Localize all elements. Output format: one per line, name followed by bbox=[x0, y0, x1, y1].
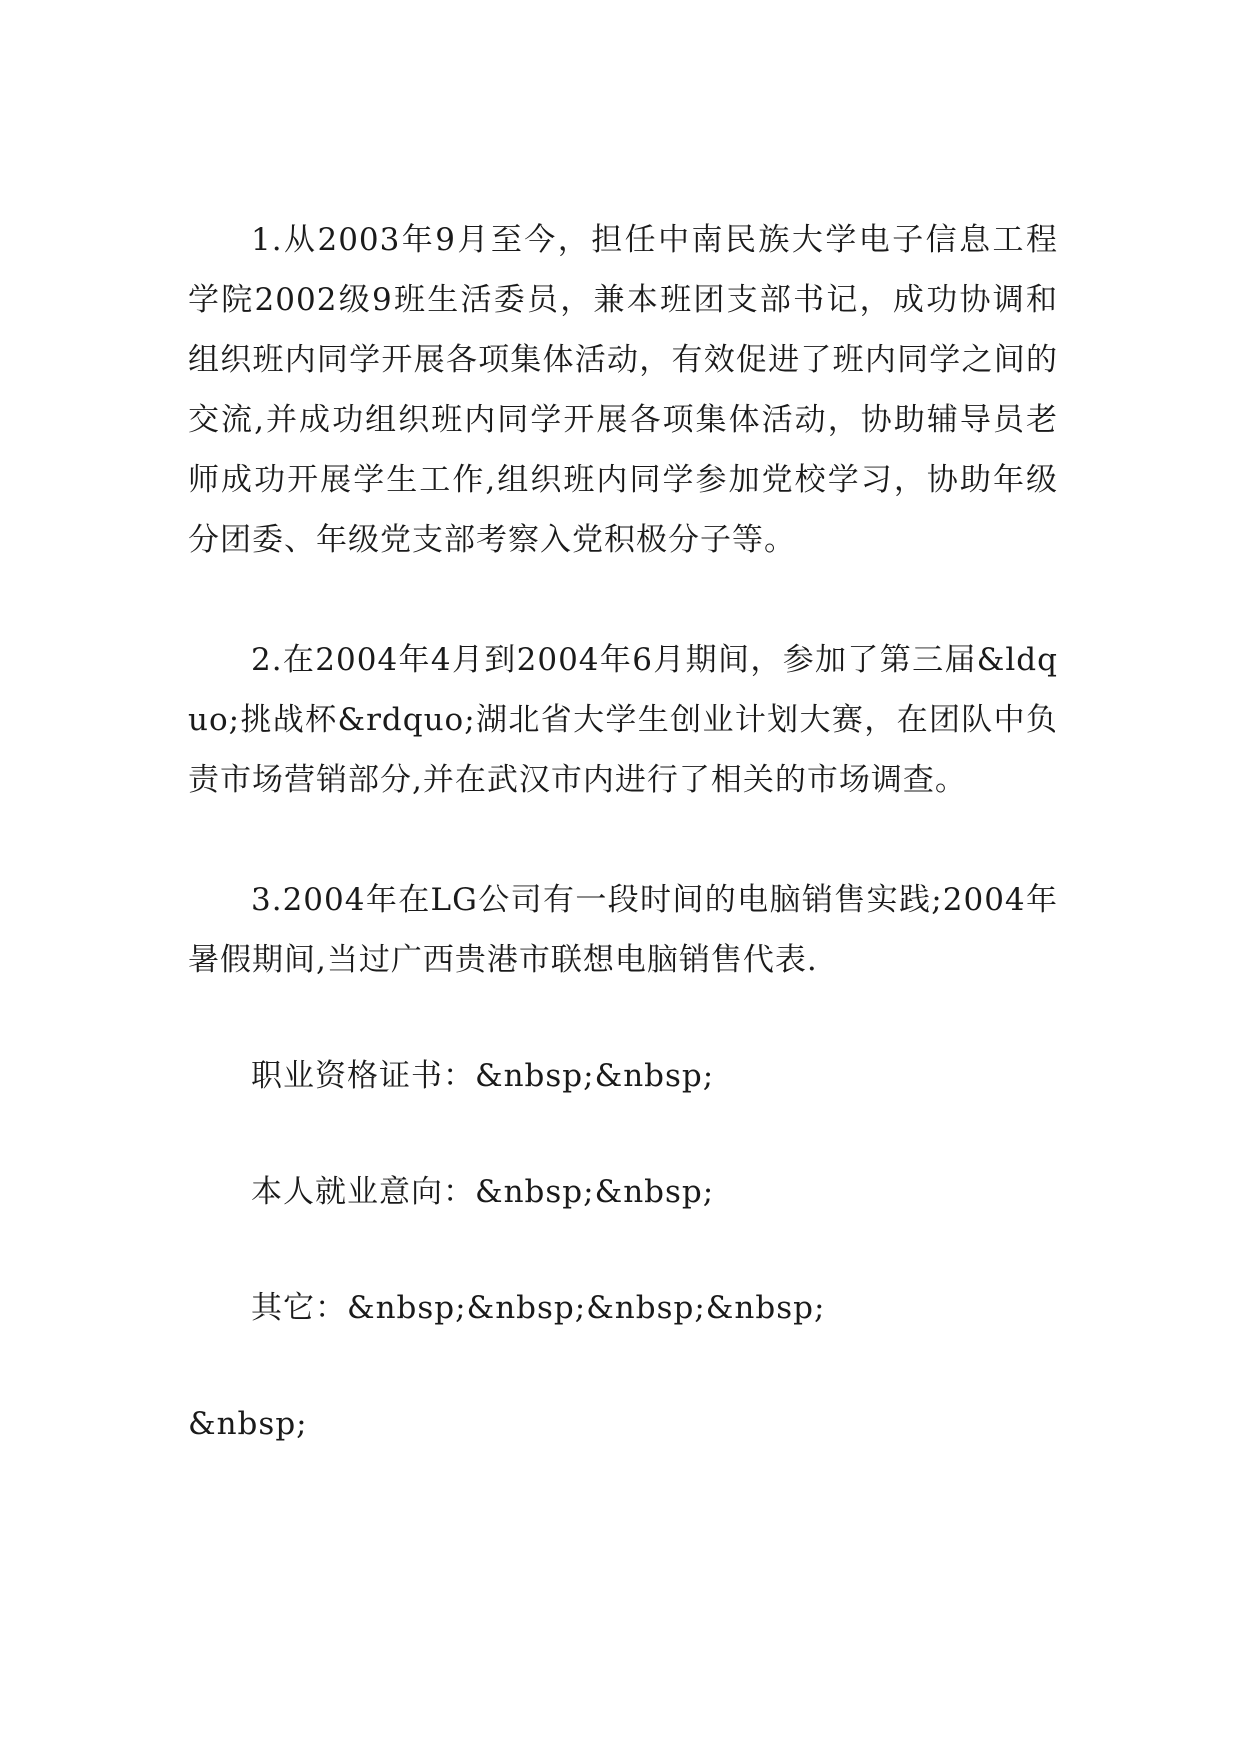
paragraph-employment-intent: 本人就业意向：&nbsp;&nbsp; bbox=[251, 1174, 715, 1210]
paragraph-experience-2: 2.在2004年4月到2004年6月期间，参加了第三届&ldquo;挑战杯&rdquo;湖北省大学生创业计划大赛，在团队中负责市场营销部分,并在武汉市内进行了相关的市场调查。 bbox=[188, 642, 1058, 798]
paragraph-certificates: 职业资格证书：&nbsp;&nbsp; bbox=[251, 1058, 715, 1094]
paragraph-experience-3: 3.2004年在LG公司有一段时间的电脑销售实践;2004年暑假期间,当过广西贵港市联想电脑销售代表. bbox=[188, 882, 1058, 978]
paragraph-other: 其它：&nbsp;&nbsp;&nbsp;&nbsp; bbox=[251, 1290, 826, 1326]
paragraph-trailing-nbsp: &nbsp; bbox=[188, 1406, 308, 1442]
document-body bbox=[188, 210, 1058, 1454]
paragraph-experience-1: 1.从2003年9月至今，担任中南民族大学电子信息工程学院2002级9班生活委员，兼本班团支部书记，成功协调和组织班内同学开展各项集体活动，有效促进了班内同学之间的交流,并成功组织班内同学开展各项集体活动，协助辅导员老师成功开展学生工作,组织班内同学参加党校学习，协助年级分团委、年级党支部考察入党积极分子等。 bbox=[188, 222, 1058, 558]
